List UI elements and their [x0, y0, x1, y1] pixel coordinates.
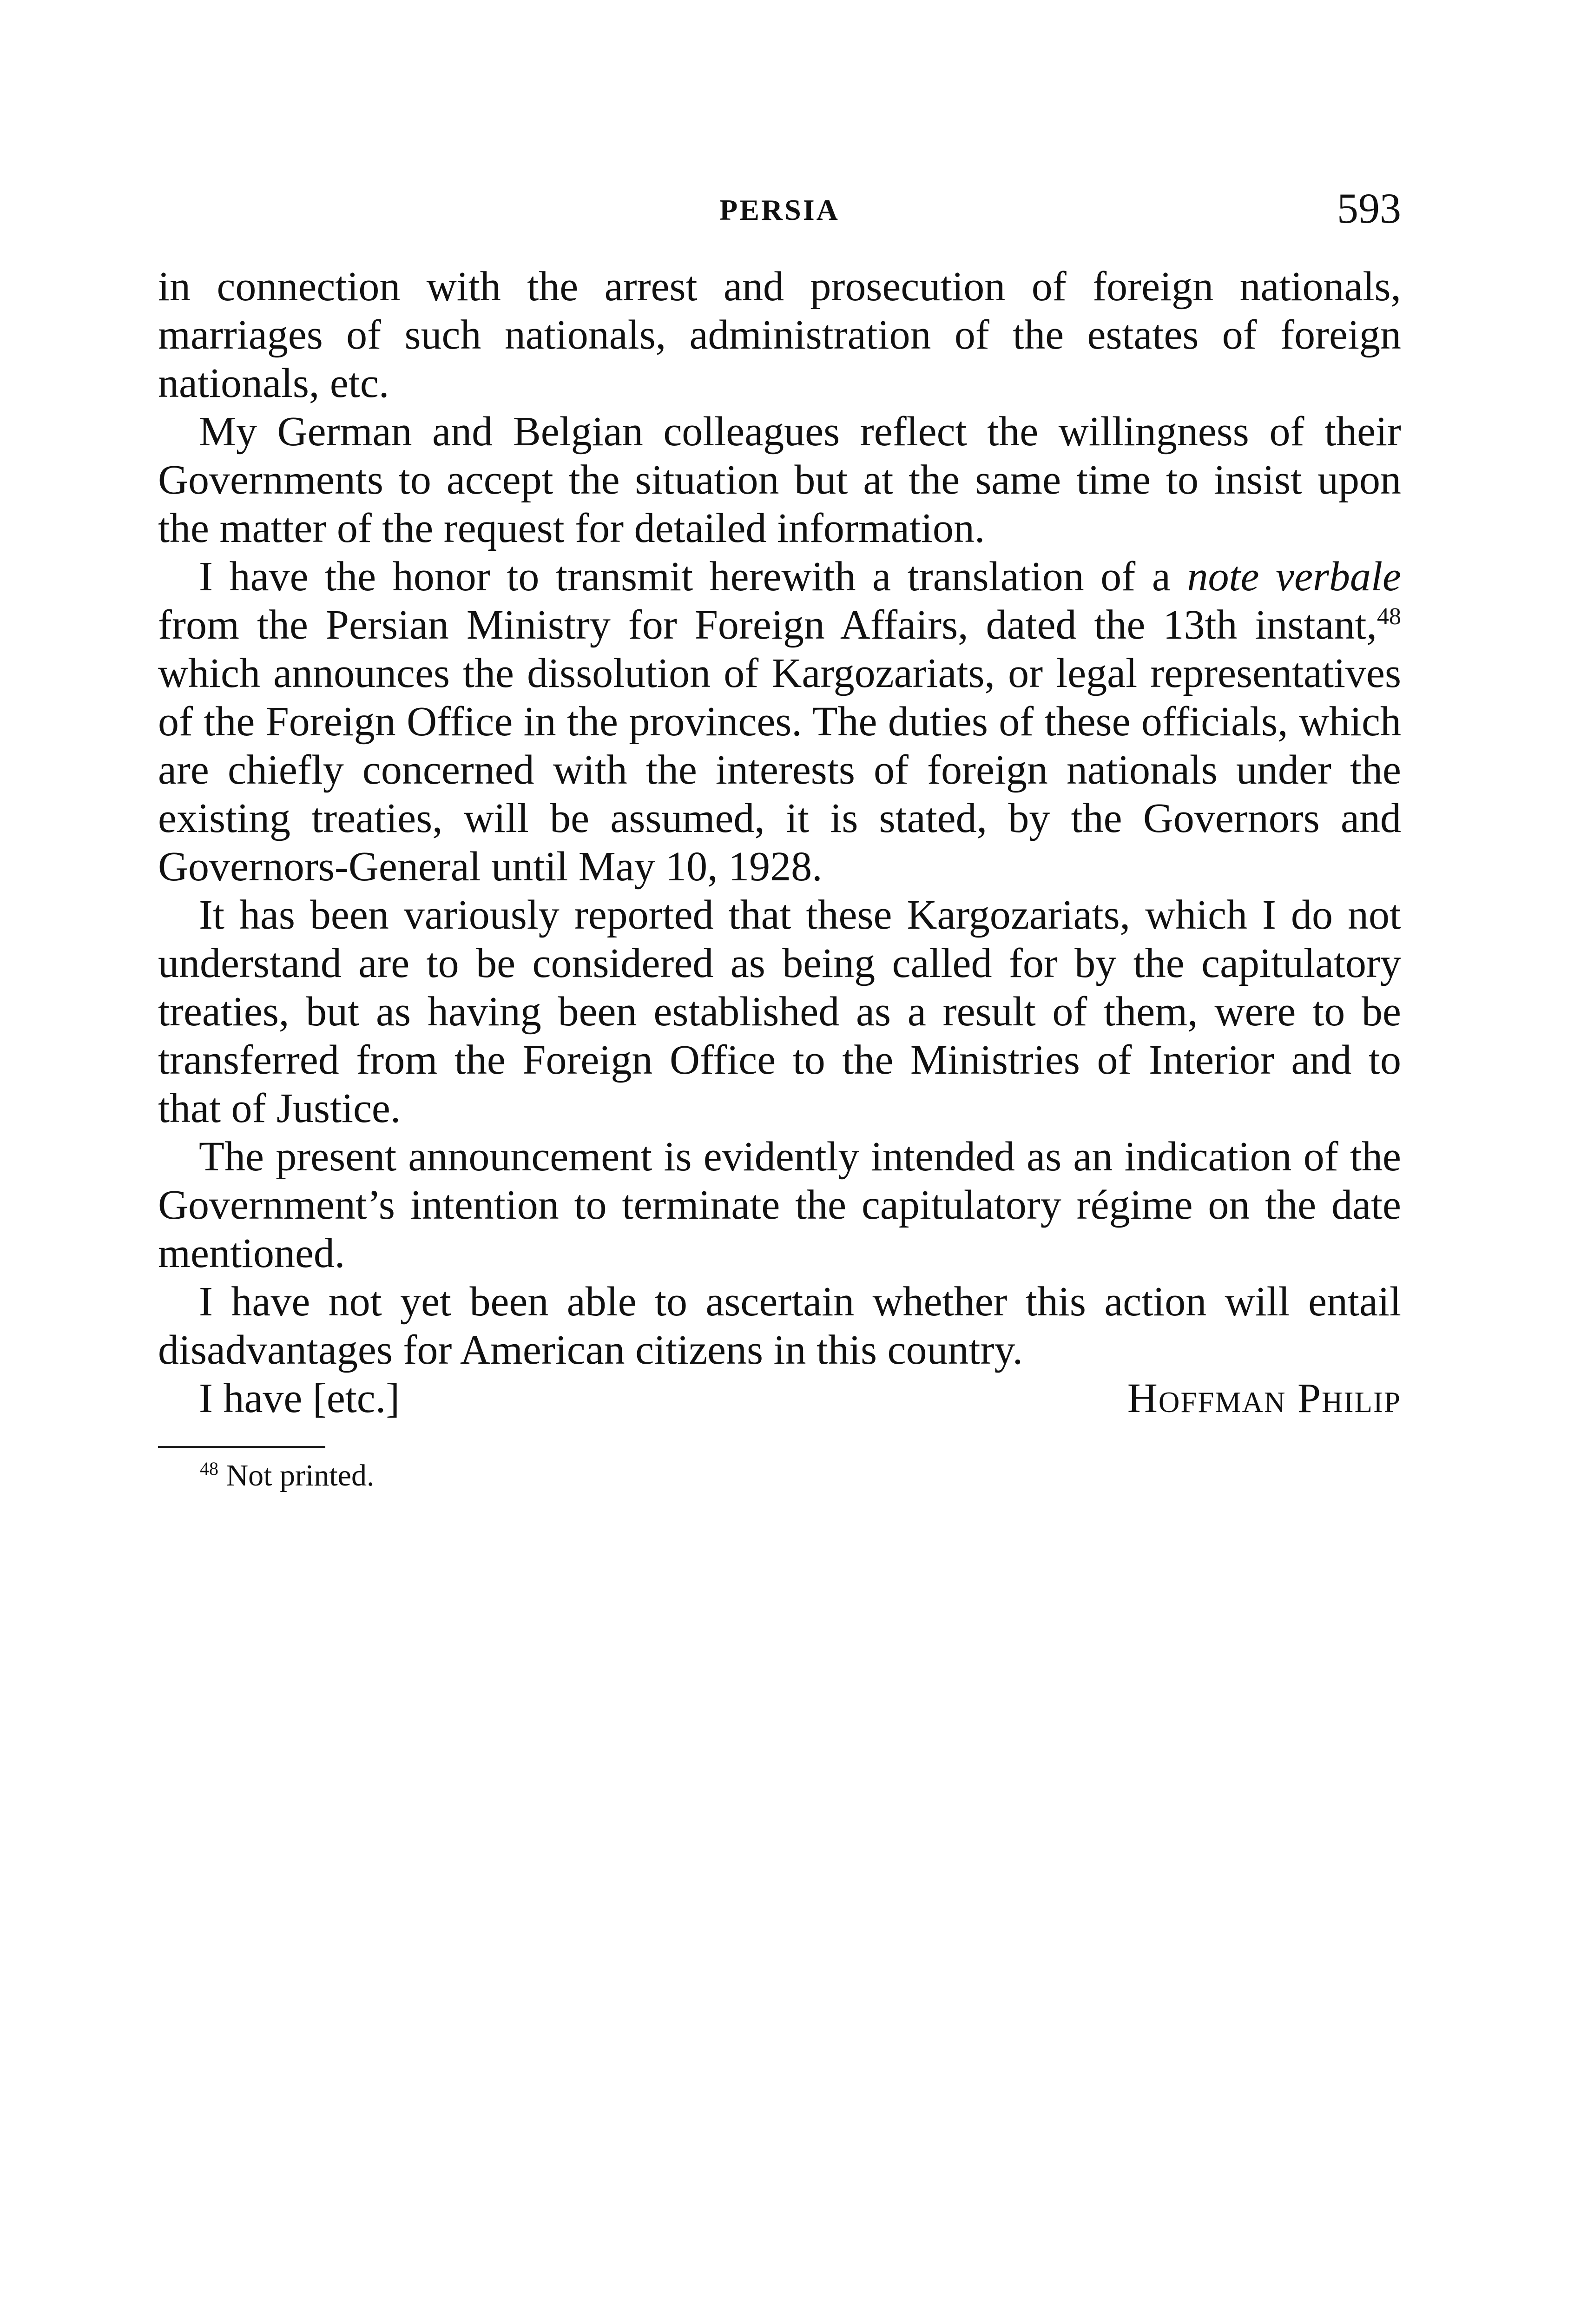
document-page: [158, 184, 1401, 1494]
footnote: [158, 1457, 1401, 1494]
closing-line: [158, 1374, 1401, 1423]
paragraph-3: [158, 553, 1401, 891]
page-number: 593: [1337, 185, 1401, 232]
paragraph-6: I have not yet been able to ascertain whether this action will entail disadvantages for American citizens in this country.: [158, 1279, 1401, 1373]
paragraph-3-text-c: which announces the dissolution of Kargozariats, or legal representatives of the Foreign Office in the provinces. The duties of these officials, which are chiefly concerned with the interests of foreign nationals under the existing treaties, will be assumed, it is stated, by the Governors and Governors-General until May 10, 1928.: [158, 650, 1401, 890]
footnote-mark: 48: [200, 1458, 218, 1479]
signature: Hoffman Philip: [1127, 1375, 1401, 1421]
running-head: [158, 184, 1401, 235]
paragraph-5: The present announcement is evidently intended as an indication of the Government’s intention to terminate the capitulatory régime on the date mentioned.: [158, 1134, 1401, 1276]
note-verbale-italic: note verbale: [1187, 554, 1401, 600]
paragraph-4: It has been variously reported that these Kargozariats, which I do not understand are to be considered as being called for by the capitulatory treaties, but as having been established as a result of them, were to be transferred from the Foreign Office to the Ministries of Interior and to that of Justice.: [158, 892, 1401, 1131]
running-title: PERSIA: [719, 193, 840, 226]
footnote-divider: [158, 1446, 325, 1448]
salutation: I have [etc.]: [199, 1375, 400, 1421]
paragraph-2: My German and Belgian colleagues reflect the willingness of their Governments to accept the situation but at the same time to insist upon the matter of the request for detailed information.: [158, 409, 1401, 551]
footnote-reference: 48: [1377, 603, 1401, 630]
paragraph-1: in connection with the arrest and prosecution of foreign nationals, marriages of such nationals, administration of the estates of foreign nationals, etc.: [158, 264, 1401, 406]
body-text: [158, 263, 1401, 1374]
footnote-text: Not printed.: [226, 1459, 375, 1492]
paragraph-3-text-b: from the Persian Ministry for Foreign Affairs, dated the 13th instant,: [158, 602, 1377, 648]
paragraph-3-text-a: I have the honor to transmit herewith a translation of a: [199, 554, 1187, 600]
